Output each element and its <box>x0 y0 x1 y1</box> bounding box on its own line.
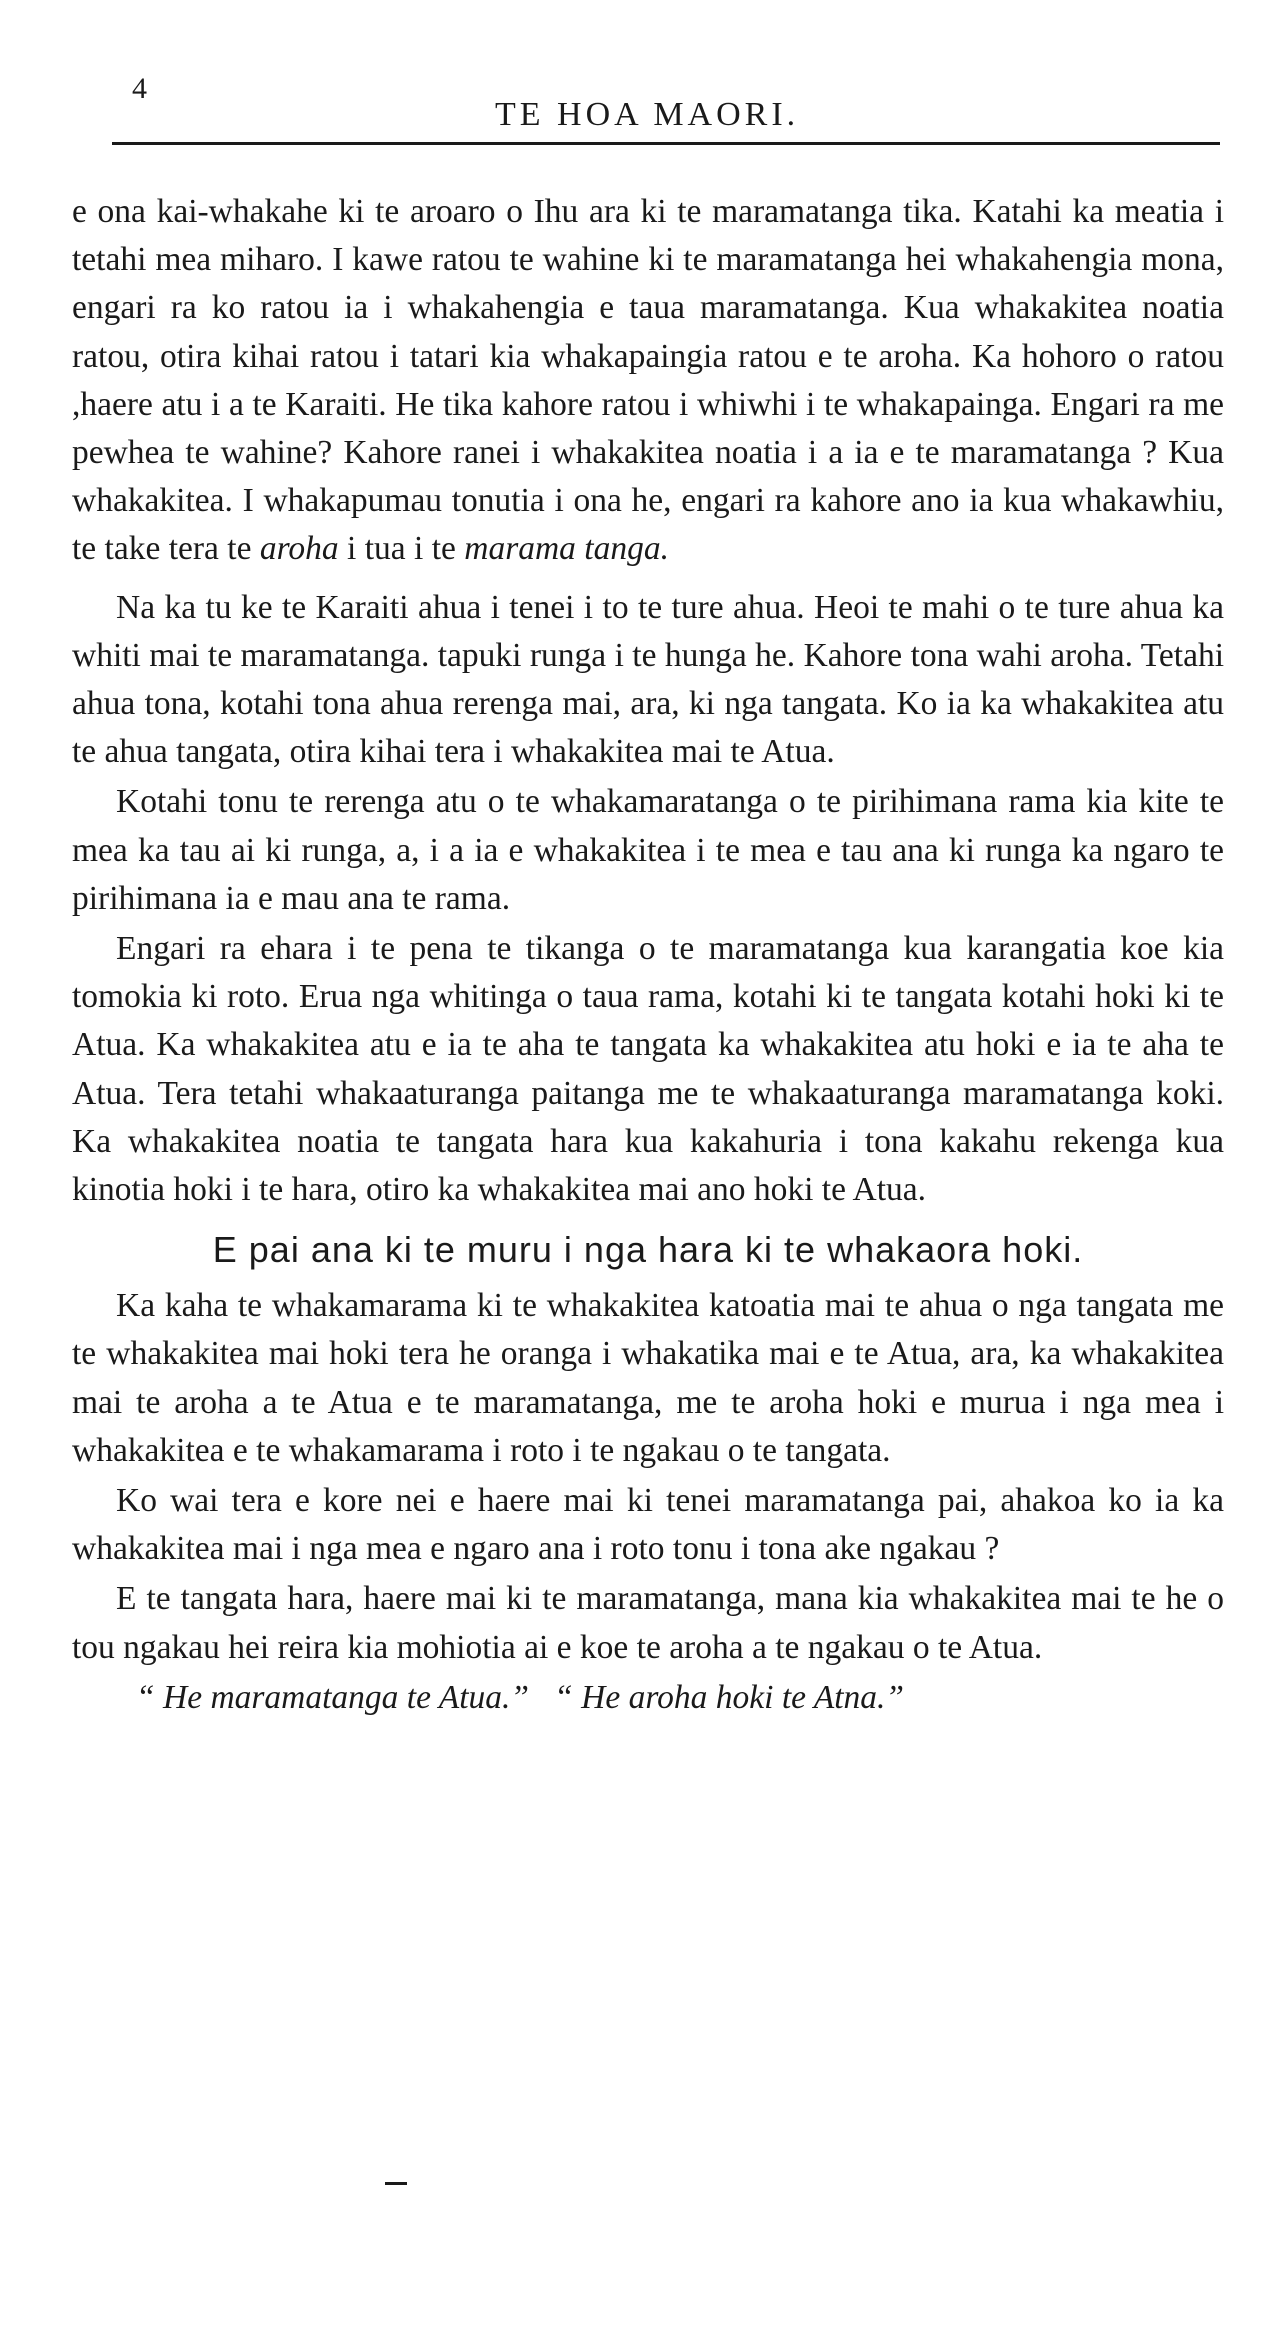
page-number: 4 <box>132 72 147 105</box>
paragraph-7: E te tangata hara, haere mai ki te maramatanga, mana kia whakakitea mai te he o tou ngakau hei reira kia mohiotia ai e koe te aroha a te ngakau o te Atua. <box>72 1580 1224 1666</box>
footer-dash <box>385 2182 407 2185</box>
header-rule <box>112 142 1220 145</box>
paragraph-3: Kotahi tonu te rerenga atu o te whakamaratanga o te pirihimana rama kia kite te mea ka tau ai ki runga, a, i a ia e whakakitea i te mea e tau ana ki runga ka ngaro te pirihimana ia e mau ana te rama. <box>72 783 1224 917</box>
section-heading: E pai ana ki te muru i nga hara ki te whakaora hoki. <box>212 1229 1084 1271</box>
body-text <box>72 188 1224 1722</box>
running-head: TE HOA MAORI. <box>495 96 800 133</box>
quote-1: “ He maramatanga te Atua.” <box>136 1678 530 1716</box>
paragraph-1-text: e ona kai-whakahe ki te aroaro o Ihu ara ki te maramatanga tika. Katahi ka meatia i tetahi mea miharo. I kawe ratou te wahine ki te maramatanga hei whakahengia mona, engari ra ko ratou ia i whakahengia e taua maramatanga. Kua whakakitea noatia ratou, otira kihai ratou i tatari kia whakapaingia ratou e te aroha. Ka hohoro o ratou ,haere atu i a te Karaiti. He tika kahore ratou i whiwhi i te whakapainga. Engari ra me pewhea te wahine? Kahore ranei i whakakitea noatia i a ia e te maramatanga ? Kua whakakitea. I whakapumau tonutia i ona he, engari ra kahore ano ia kua whakawhiu, te take tera te <box>72 193 1224 568</box>
paragraph-1-mid: i tua i te <box>338 530 465 568</box>
paragraph-4: Engari ra ehara i te pena te tikanga o te maramatanga kua karangatia koe kia tomokia ki roto. Erua nga whitinga o taua rama, kotahi ki te tangata kotahi hoki ki te Atua. Ka whakakitea atu e ia te aha te tangata ka whakakitea atu hoki e ia te aha te Atua. Tera tetahi whakaaturanga paitanga me te whakaaturanga maramatanga koki. Ka whakakitea noatia te tangata hara kua kakahuria i tona kakahu rekenga kua kinotia hoki i te hara, otiro ka whakakitea mai ano hoki te Atua. <box>72 930 1224 1209</box>
paragraph-2: Na ka tu ke te Karaiti ahua i tenei i to te ture ahua. Heoi te mahi o te ture ahua ka whiti mai te maramatanga. tapuki runga i te hunga he. Kahore tona wahi aroha. Tetahi ahua tona, kotahi tona ahua rerenga mai, ara, ki nga tangata. Ko ia ka whakakitea atu te ahua tangata, otira kihai tera i whakakitea mai te Atua. <box>72 588 1224 771</box>
emphasis-maramatanga: marama tanga. <box>464 530 669 568</box>
paragraph-6: Ko wai tera e kore nei e haere mai ki tenei maramatanga pai, ahakoa ko ia ka whakakitea mai i nga mea e ngaro ana i roto tonu i tona ake ngakau ? <box>72 1482 1224 1568</box>
quote-2: “ He aroha hoki te Atna.” <box>554 1678 905 1716</box>
paragraph-1 <box>72 188 1224 574</box>
paragraph-5: Ka kaha te whakamarama ki te whakakitea katoatia mai te ahua o nga tangata me te whakakitea mai hoki tera he oranga i whakatika mai e te Atua, ara, ka whakakitea mai te aroha a te Atua e te maramatanga, me te aroha hoki e murua i nga mea i whakakitea e te whakamarama i roto i te ngakau o te tangata. <box>72 1287 1224 1469</box>
emphasis-aroha: aroha <box>259 530 339 568</box>
closing-quotes <box>72 1674 1224 1722</box>
